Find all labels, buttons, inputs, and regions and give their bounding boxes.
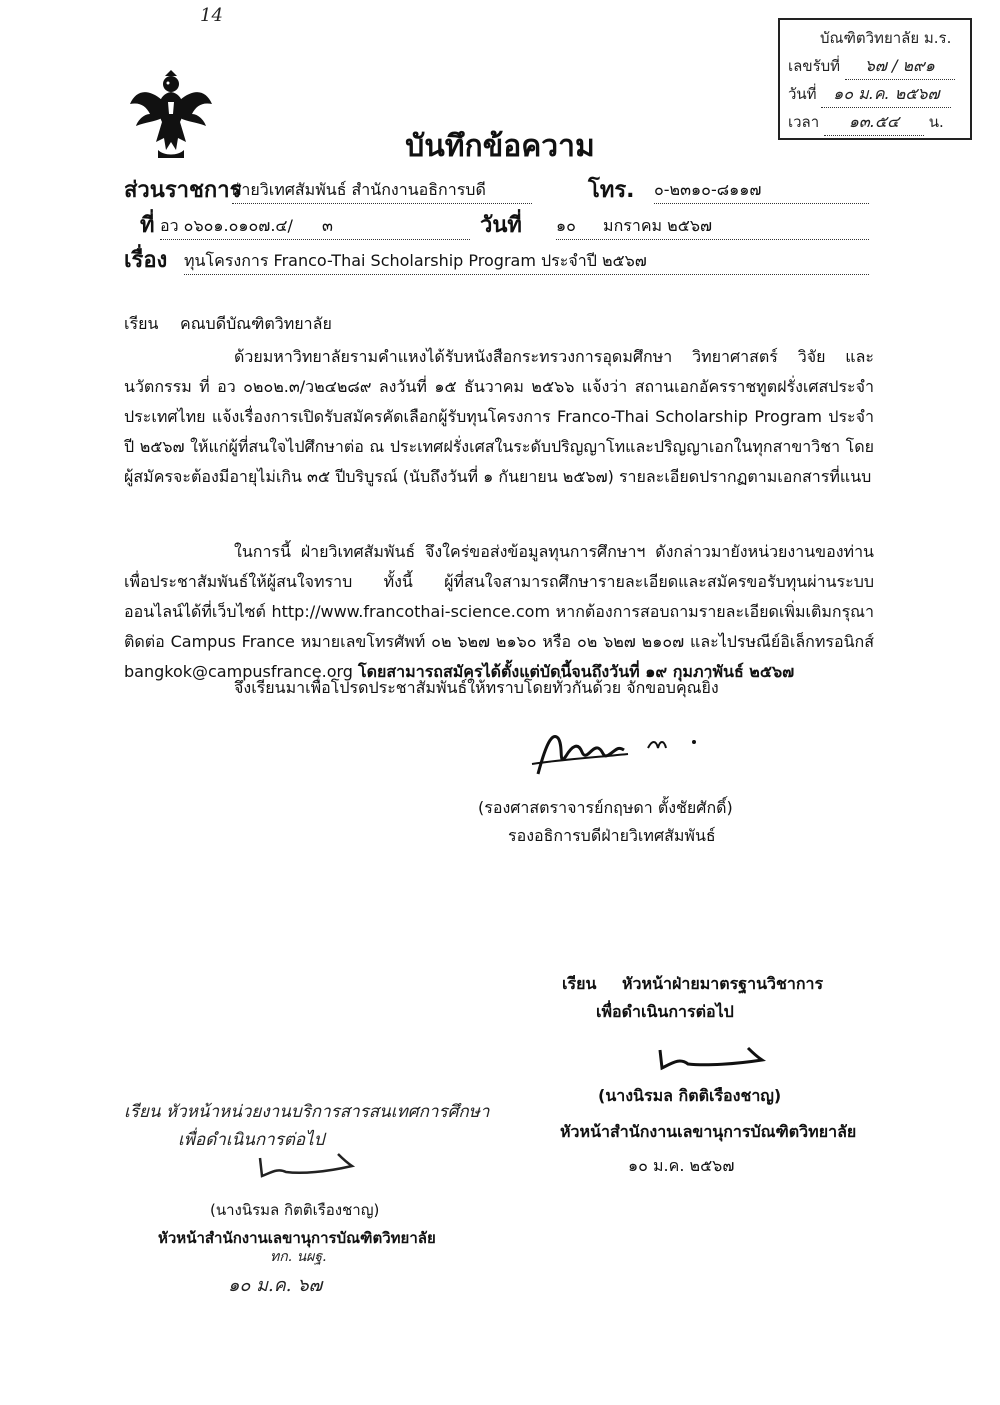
signer-1-name: (รองศาสตราจารย์กฤษดา ตั้งชัยศักดิ์): [478, 798, 733, 817]
ref-value: อว ๐๖๐๑.๐๑๐๗.๔/: [160, 216, 293, 235]
receipt-stamp: [778, 18, 972, 140]
stamp-time-value: ๑๓.๕๔: [824, 110, 924, 136]
paragraph-1-text: ด้วยมหาวิทยาลัยรามคำแหงได้รับหนังสือกระทรวงการอุดมศึกษา วิทยาศาสตร์ วิจัย และนวัตกรรม ที่ อว ๐๒๐๒.๓/ว๒๔๒๘๙ ลงวันที่ ๑๕ ธันวาคม ๒๕๖๖ แจ้งว่า สถานเอกอัครราชทูตฝรั่งเศสประจำประเทศไทย แจ้งเรื่องการเปิดรับสมัครคัดเลือกผู้รับทุนโครงการ Franco-Thai Scholarship Program ประจำปี ๒๕๖๗ ให้แก่ผู้ที่สนใจไปศึกษาต่อ ณ ประเทศฝรั่งเศสในระดับปริญญาโทและปริญญาเอกในทุกสาขาวิชา โดยผู้สมัครจะต้องมีอายุไม่เกิน ๓๕ ปีบริบูรณ์ (นับถึงวันที่ ๑ กันยายน ๒๕๖๗) รายละเอียดปรากฏตามเอกสารที่แนบ: [124, 347, 874, 486]
paragraph-2-text: ในการนี้ ฝ่ายวิเทศสัมพันธ์ จึงใคร่ขอส่งข้อมูลทุนการศึกษาฯ ดังกล่าวมายังหน่วยงานของท่าน เพื่อประชาสัมพันธ์ให้ผู้สนใจทราบ ทั้งนี้ ผู้ที่สนใจสามารถศึกษารายละเอียดและสมัครขอรับทุนผ่านระบบออนไลน์ได้ที่เว็บไซต์ http://www.francothai-science.com หากต้องการสอบถามรายละเอียดเพิ่มเติมกรุณาติดต่อ Campus France หมายเลขโทรศัพท์ ๐๒ ๖๒๗ ๒๑๖๐ หรือ ๐๒ ๖๒๗ ๒๑๐๗ และไปรษณีย์อิเล็กทรอนิกส์ bangkok@campusfrance.org: [124, 542, 874, 681]
signer-1-position: รองอธิการบดีฝ่ายวิเทศสัมพันธ์: [508, 826, 716, 845]
memo-title: บันทึกข้อความ: [405, 129, 595, 164]
dept-label: ส่วนราชการ: [124, 178, 242, 203]
tel-value: ๐-๒๓๑๐-๘๑๑๗: [654, 178, 869, 204]
date-day: ๑๐: [556, 216, 576, 235]
note-right-label: เรียน: [562, 974, 597, 993]
note-left-position: หัวหน้าสำนักงานเลขานุการบัณฑิตวิทยาลัย: [158, 1229, 436, 1247]
note-right-line1: หัวหน้าฝ่ายมาตรฐานวิชาการ: [622, 974, 824, 993]
closing-line: จึงเรียนมาเพื่อโปรดประชาสัมพันธ์ให้ทราบโดยทั่วกันด้วย จักขอบคุณยิ่ง: [234, 678, 719, 697]
note-left-line2: เพื่อดำเนินการต่อไป: [178, 1130, 325, 1150]
note-left-extra: ทก. นผฐ.: [270, 1249, 327, 1265]
stamp-receipt-label: เลขรับที่: [788, 57, 841, 75]
paragraph-2: [124, 537, 874, 687]
tel-label: โทร.: [588, 178, 635, 203]
subject-value: ทุนโครงการ Franco-Thai Scholarship Program ประจำปี ๒๕๖๗: [184, 249, 869, 275]
subject-label: เรื่อง: [124, 248, 168, 273]
ref-number: ๓: [322, 216, 333, 235]
stamp-receipt-value: ๖๗ / ๒๙๑: [845, 54, 955, 80]
note-left-name: (นางนิรมล กิตติเรืองชาญ): [210, 1201, 380, 1219]
dept-value: ฝ่ายวิเทศสัมพันธ์ สำนักงานอธิการบดี: [232, 178, 532, 204]
note-left-date: ๑๐ ม.ค. ๖๗: [228, 1275, 323, 1296]
paragraph-1: [124, 342, 874, 492]
signature-1-icon: [528, 724, 708, 784]
ref-label: ที่: [140, 213, 155, 238]
note-right-position: หัวหน้าสำนักงานเลขานุการบัณฑิตวิทยาลัย: [560, 1122, 857, 1141]
corner-mark: 14: [200, 5, 223, 26]
signature-3-icon: [256, 1150, 356, 1184]
note-right-date: ๑๐ ม.ค. ๒๕๖๗: [628, 1156, 735, 1175]
salutation-value: คณบดีบัณฑิตวิทยาลัย: [180, 314, 332, 333]
stamp-time-label: เวลา: [788, 113, 820, 131]
date-rest: มกราคม ๒๕๖๗: [603, 216, 713, 235]
stamp-date-label: วันที่: [788, 85, 817, 103]
date-label: วันที่: [480, 213, 522, 238]
note-right-name: (นางนิรมล กิตติเรืองชาญ): [598, 1086, 782, 1105]
note-right-line2: เพื่อดำเนินการต่อไป: [596, 1002, 734, 1021]
stamp-org: บัณฑิตวิทยาลัย ม.ร.: [820, 29, 952, 47]
note-left-line1: เรียน หัวหน้าหน่วยงานบริการสารสนเทศการศึกษา: [124, 1102, 490, 1122]
paragraph-2-deadline: โดยสามารถสมัครได้ตั้งแต่บัดนี้จนถึงวันที่ ๑๙ กุมภาพันธ์ ๒๕๖๗: [358, 662, 795, 681]
salutation-label: เรียน: [124, 314, 159, 333]
stamp-date-value: ๑๐ ม.ค. ๒๕๖๗: [821, 82, 951, 108]
stamp-time-unit: น.: [928, 113, 944, 131]
signature-2-icon: [656, 1040, 766, 1074]
